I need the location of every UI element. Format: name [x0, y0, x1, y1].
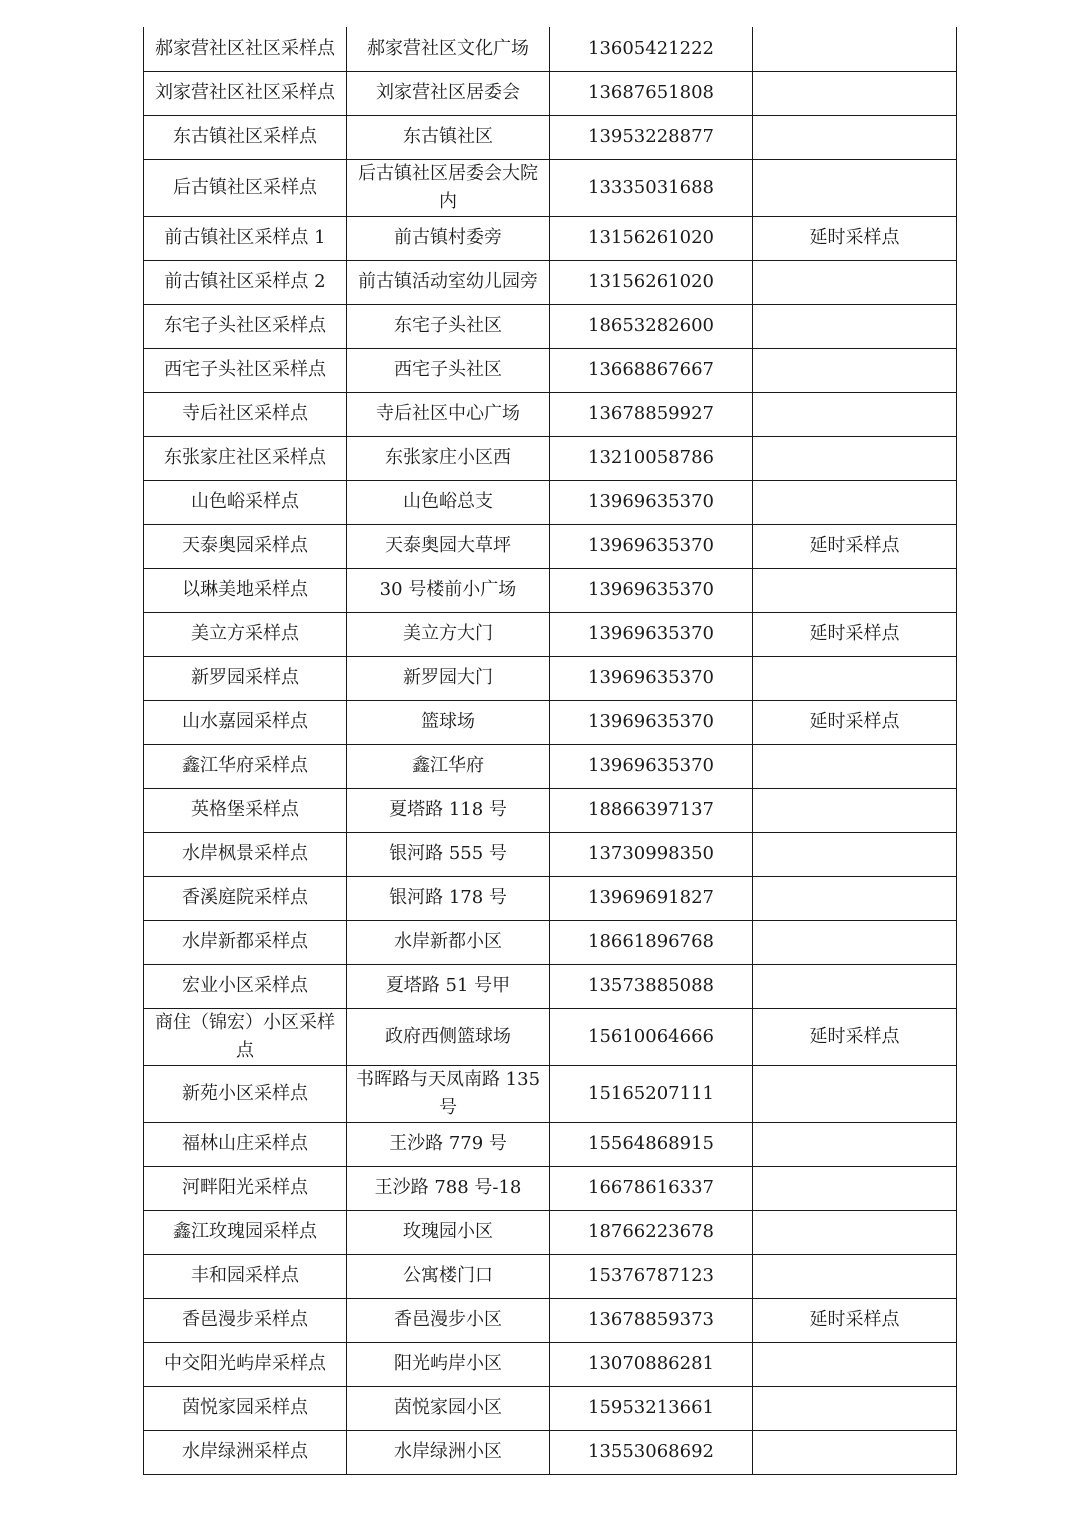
table-row [144, 436, 957, 480]
site-note-cell [753, 348, 957, 392]
site-note-cell [753, 436, 957, 480]
site-note-cell [753, 480, 957, 524]
site-location-cell: 天泰奥园大草坪 [347, 524, 550, 568]
site-name-cell: 河畔阳光采样点 [144, 1166, 347, 1210]
table-row [144, 876, 957, 920]
site-location-cell: 王沙路 788 号-18 [347, 1166, 550, 1210]
table-row [144, 115, 957, 159]
site-location-cell: 西宅子头社区 [347, 348, 550, 392]
site-name-cell: 新罗园采样点 [144, 656, 347, 700]
table-row [144, 1254, 957, 1298]
site-location-cell: 东古镇社区 [347, 115, 550, 159]
site-location-cell: 茵悦家园小区 [347, 1386, 550, 1430]
table-row [144, 71, 957, 115]
site-name-cell: 东古镇社区采样点 [144, 115, 347, 159]
site-phone-cell: 16678616337 [550, 1166, 753, 1210]
site-location-cell: 东宅子头社区 [347, 304, 550, 348]
site-location-cell: 银河路 178 号 [347, 876, 550, 920]
site-name-cell: 水岸新都采样点 [144, 920, 347, 964]
site-name-cell: 美立方采样点 [144, 612, 347, 656]
table-row [144, 524, 957, 568]
site-phone-cell: 13687651808 [550, 71, 753, 115]
site-name-cell: 山色峪采样点 [144, 480, 347, 524]
site-note-cell [753, 27, 957, 71]
site-note-cell [753, 1386, 957, 1430]
site-name-cell: 福林山庄采样点 [144, 1122, 347, 1166]
site-phone-cell: 13573885088 [550, 964, 753, 1008]
site-location-cell: 公寓楼门口 [347, 1254, 550, 1298]
table-row [144, 700, 957, 744]
site-location-cell: 香邑漫步小区 [347, 1298, 550, 1342]
site-name-cell: 后古镇社区采样点 [144, 159, 347, 216]
site-name-cell: 郝家营社区社区采样点 [144, 27, 347, 71]
site-name-cell: 西宅子头社区采样点 [144, 348, 347, 392]
site-note-cell [753, 71, 957, 115]
site-name-cell: 中交阳光屿岸采样点 [144, 1342, 347, 1386]
table-body [144, 27, 957, 1474]
site-note-cell [753, 304, 957, 348]
site-phone-cell: 13969635370 [550, 656, 753, 700]
site-name-cell: 寺后社区采样点 [144, 392, 347, 436]
site-phone-cell: 13156261020 [550, 260, 753, 304]
site-phone-cell: 18653282600 [550, 304, 753, 348]
site-note-cell [753, 744, 957, 788]
site-name-cell: 前古镇社区采样点 2 [144, 260, 347, 304]
site-note-cell [753, 832, 957, 876]
site-phone-cell: 13969635370 [550, 612, 753, 656]
site-name-cell: 鑫江玫瑰园采样点 [144, 1210, 347, 1254]
site-name-cell: 东张家庄社区采样点 [144, 436, 347, 480]
site-location-cell: 新罗园大门 [347, 656, 550, 700]
site-name-cell: 山水嘉园采样点 [144, 700, 347, 744]
table-row [144, 480, 957, 524]
table-row [144, 1298, 957, 1342]
site-note-cell: 延时采样点 [753, 1008, 957, 1065]
site-phone-cell: 13969691827 [550, 876, 753, 920]
site-location-cell: 政府西侧篮球场 [347, 1008, 550, 1065]
site-name-cell: 天泰奥园采样点 [144, 524, 347, 568]
site-location-cell: 王沙路 779 号 [347, 1122, 550, 1166]
site-phone-cell: 13730998350 [550, 832, 753, 876]
site-phone-cell: 13969635370 [550, 568, 753, 612]
site-location-cell: 前古镇活动室幼儿园旁 [347, 260, 550, 304]
site-phone-cell: 13156261020 [550, 216, 753, 260]
site-note-cell [753, 1122, 957, 1166]
site-note-cell [753, 1065, 957, 1122]
site-location-cell: 夏塔路 51 号甲 [347, 964, 550, 1008]
site-location-cell: 玫瑰园小区 [347, 1210, 550, 1254]
table-row [144, 964, 957, 1008]
site-location-cell: 水岸绿洲小区 [347, 1430, 550, 1474]
site-name-cell: 商住（锦宏）小区采样点 [144, 1008, 347, 1065]
site-phone-cell: 13210058786 [550, 436, 753, 480]
table-row [144, 568, 957, 612]
site-phone-cell: 13678859927 [550, 392, 753, 436]
site-location-cell: 银河路 555 号 [347, 832, 550, 876]
table-row [144, 832, 957, 876]
table-row [144, 744, 957, 788]
site-location-cell: 郝家营社区文化广场 [347, 27, 550, 71]
table-row [144, 1122, 957, 1166]
site-location-cell: 阳光屿岸小区 [347, 1342, 550, 1386]
site-phone-cell: 13605421222 [550, 27, 753, 71]
site-note-cell [753, 1210, 957, 1254]
site-name-cell: 丰和园采样点 [144, 1254, 347, 1298]
sampling-sites-table [143, 27, 957, 1475]
table-row [144, 216, 957, 260]
site-note-cell [753, 115, 957, 159]
site-note-cell [753, 1430, 957, 1474]
site-note-cell [753, 568, 957, 612]
site-phone-cell: 13969635370 [550, 524, 753, 568]
site-note-cell [753, 920, 957, 964]
site-phone-cell: 15165207111 [550, 1065, 753, 1122]
site-name-cell: 鑫江华府采样点 [144, 744, 347, 788]
site-location-cell: 刘家营社区居委会 [347, 71, 550, 115]
site-note-cell: 延时采样点 [753, 700, 957, 744]
site-phone-cell: 15953213661 [550, 1386, 753, 1430]
table-row [144, 392, 957, 436]
site-name-cell: 茵悦家园采样点 [144, 1386, 347, 1430]
table-row [144, 159, 957, 216]
site-name-cell: 以琳美地采样点 [144, 568, 347, 612]
site-phone-cell: 13969635370 [550, 700, 753, 744]
site-phone-cell: 15564868915 [550, 1122, 753, 1166]
site-location-cell: 山色峪总支 [347, 480, 550, 524]
site-note-cell [753, 260, 957, 304]
table-row [144, 1430, 957, 1474]
site-location-cell: 后古镇社区居委会大院内 [347, 159, 550, 216]
site-phone-cell: 18866397137 [550, 788, 753, 832]
site-name-cell: 东宅子头社区采样点 [144, 304, 347, 348]
table-row [144, 1065, 957, 1122]
site-note-cell: 延时采样点 [753, 612, 957, 656]
site-name-cell: 香溪庭院采样点 [144, 876, 347, 920]
table-row [144, 304, 957, 348]
site-location-cell: 前古镇村委旁 [347, 216, 550, 260]
table-row [144, 1166, 957, 1210]
site-phone-cell: 15610064666 [550, 1008, 753, 1065]
table-row [144, 348, 957, 392]
site-note-cell [753, 1254, 957, 1298]
site-location-cell: 寺后社区中心广场 [347, 392, 550, 436]
site-location-cell: 书晖路与天凤南路 135 号 [347, 1065, 550, 1122]
site-phone-cell: 18766223678 [550, 1210, 753, 1254]
table-row [144, 920, 957, 964]
site-phone-cell: 13070886281 [550, 1342, 753, 1386]
site-phone-cell: 13668867667 [550, 348, 753, 392]
site-phone-cell: 13953228877 [550, 115, 753, 159]
site-name-cell: 新苑小区采样点 [144, 1065, 347, 1122]
site-location-cell: 夏塔路 118 号 [347, 788, 550, 832]
site-phone-cell: 13969635370 [550, 480, 753, 524]
table-row [144, 260, 957, 304]
site-name-cell: 英格堡采样点 [144, 788, 347, 832]
site-location-cell: 鑫江华府 [347, 744, 550, 788]
site-name-cell: 前古镇社区采样点 1 [144, 216, 347, 260]
table-row [144, 1386, 957, 1430]
site-note-cell [753, 876, 957, 920]
table-row [144, 612, 957, 656]
site-phone-cell: 13678859373 [550, 1298, 753, 1342]
site-note-cell [753, 1166, 957, 1210]
table-row [144, 788, 957, 832]
site-note-cell [753, 656, 957, 700]
site-name-cell: 刘家营社区社区采样点 [144, 71, 347, 115]
site-note-cell [753, 1342, 957, 1386]
site-phone-cell: 18661896768 [550, 920, 753, 964]
table-row [144, 1008, 957, 1065]
site-note-cell [753, 159, 957, 216]
table-row [144, 27, 957, 71]
table-row [144, 1342, 957, 1386]
site-phone-cell: 13969635370 [550, 744, 753, 788]
site-note-cell: 延时采样点 [753, 1298, 957, 1342]
site-note-cell: 延时采样点 [753, 216, 957, 260]
site-note-cell [753, 392, 957, 436]
site-note-cell [753, 964, 957, 1008]
site-note-cell: 延时采样点 [753, 524, 957, 568]
site-note-cell [753, 788, 957, 832]
site-phone-cell: 13553068692 [550, 1430, 753, 1474]
site-location-cell: 水岸新都小区 [347, 920, 550, 964]
table-row [144, 1210, 957, 1254]
site-name-cell: 水岸枫景采样点 [144, 832, 347, 876]
site-location-cell: 东张家庄小区西 [347, 436, 550, 480]
site-location-cell: 篮球场 [347, 700, 550, 744]
site-location-cell: 30 号楼前小广场 [347, 568, 550, 612]
site-name-cell: 香邑漫步采样点 [144, 1298, 347, 1342]
site-location-cell: 美立方大门 [347, 612, 550, 656]
site-name-cell: 宏业小区采样点 [144, 964, 347, 1008]
table-row [144, 656, 957, 700]
site-name-cell: 水岸绿洲采样点 [144, 1430, 347, 1474]
site-phone-cell: 15376787123 [550, 1254, 753, 1298]
site-phone-cell: 13335031688 [550, 159, 753, 216]
